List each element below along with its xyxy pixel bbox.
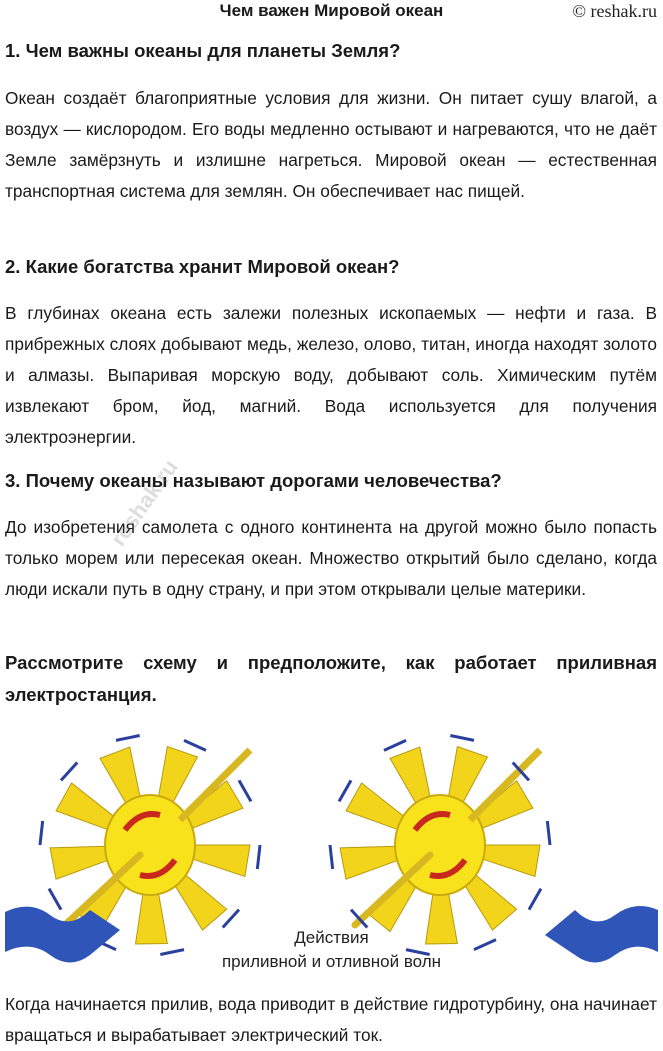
turbine-blade bbox=[478, 845, 540, 876]
watermark: reshak.ru bbox=[105, 454, 183, 551]
turbine-hub bbox=[105, 795, 195, 895]
brand-logo: © reshak.ru bbox=[572, 1, 657, 21]
flow-arrow-icon bbox=[239, 780, 251, 801]
flow-arrow-icon bbox=[450, 735, 474, 740]
section-3-text: До изобретения самолета с одного континента на другой можно было попасть только морем или пересекая океан. Множество открытий было сделано, когда люди искали путь в одну страну, и при этом открывали целые материки. bbox=[5, 517, 657, 599]
page-title: Чем важен Мировой океан bbox=[219, 1, 444, 20]
flow-arrow-icon bbox=[257, 845, 260, 869]
flow-arrow-icon bbox=[184, 740, 206, 750]
turbine-blade bbox=[50, 846, 112, 879]
turbine-blade bbox=[340, 846, 402, 879]
figure-caption-line2: приливной и отливной волн bbox=[221, 952, 442, 971]
section-1-heading: 1. Чем важны океаны для планеты Земля? bbox=[5, 40, 401, 61]
flow-arrow-icon bbox=[223, 910, 239, 928]
turbine-blade bbox=[188, 845, 250, 876]
flow-arrow-icon bbox=[49, 889, 61, 910]
flow-arrow-icon bbox=[116, 735, 140, 740]
section-2-heading: 2. Какие богатства хранит Мировой океан? bbox=[5, 256, 400, 277]
flow-arrow-icon bbox=[339, 780, 351, 801]
task-heading: Рассмотрите схему и предположите, как работает приливная электростанция. bbox=[5, 652, 657, 705]
flow-arrow-icon bbox=[384, 740, 406, 750]
flow-arrow-icon bbox=[61, 762, 77, 780]
flow-arrow-icon bbox=[547, 821, 550, 845]
section-3-heading: 3. Почему океаны называют дорогами человечества? bbox=[5, 470, 502, 491]
section-1-text: Океан создаёт благоприятные условия для жизни. Он питает сушу влагой, а воздух — кислородом. Его воды медленно остывают и нагреваются, что не даёт Земле замёрзнуть и излишне нагреться. Мировой океан — естественная транспортная система для землян. Он обеспечивает нас пищей. bbox=[5, 88, 657, 201]
flow-arrow-icon bbox=[40, 821, 43, 845]
answer-text: Когда начинается прилив, вода приводит в действие гидротурбину, она начинает вращаться и вырабатывает электрический ток. bbox=[5, 994, 657, 1045]
turbine-hub bbox=[395, 795, 485, 895]
flow-arrow-icon bbox=[529, 889, 541, 910]
flow-arrow-icon bbox=[330, 845, 333, 869]
section-2-text: В глубинах океана есть залежи полезных ископаемых — нефти и газа. В прибрежных слоях добывают медь, железо, олово, титан, иногда находят золото и алмазы. Выпаривая морскую воду, добывают соль. Химическим путём извлекают бром, йод, магний. Вода используется для получения электроэнергии. bbox=[5, 303, 657, 447]
figure-caption-line1: Действия bbox=[294, 928, 369, 947]
